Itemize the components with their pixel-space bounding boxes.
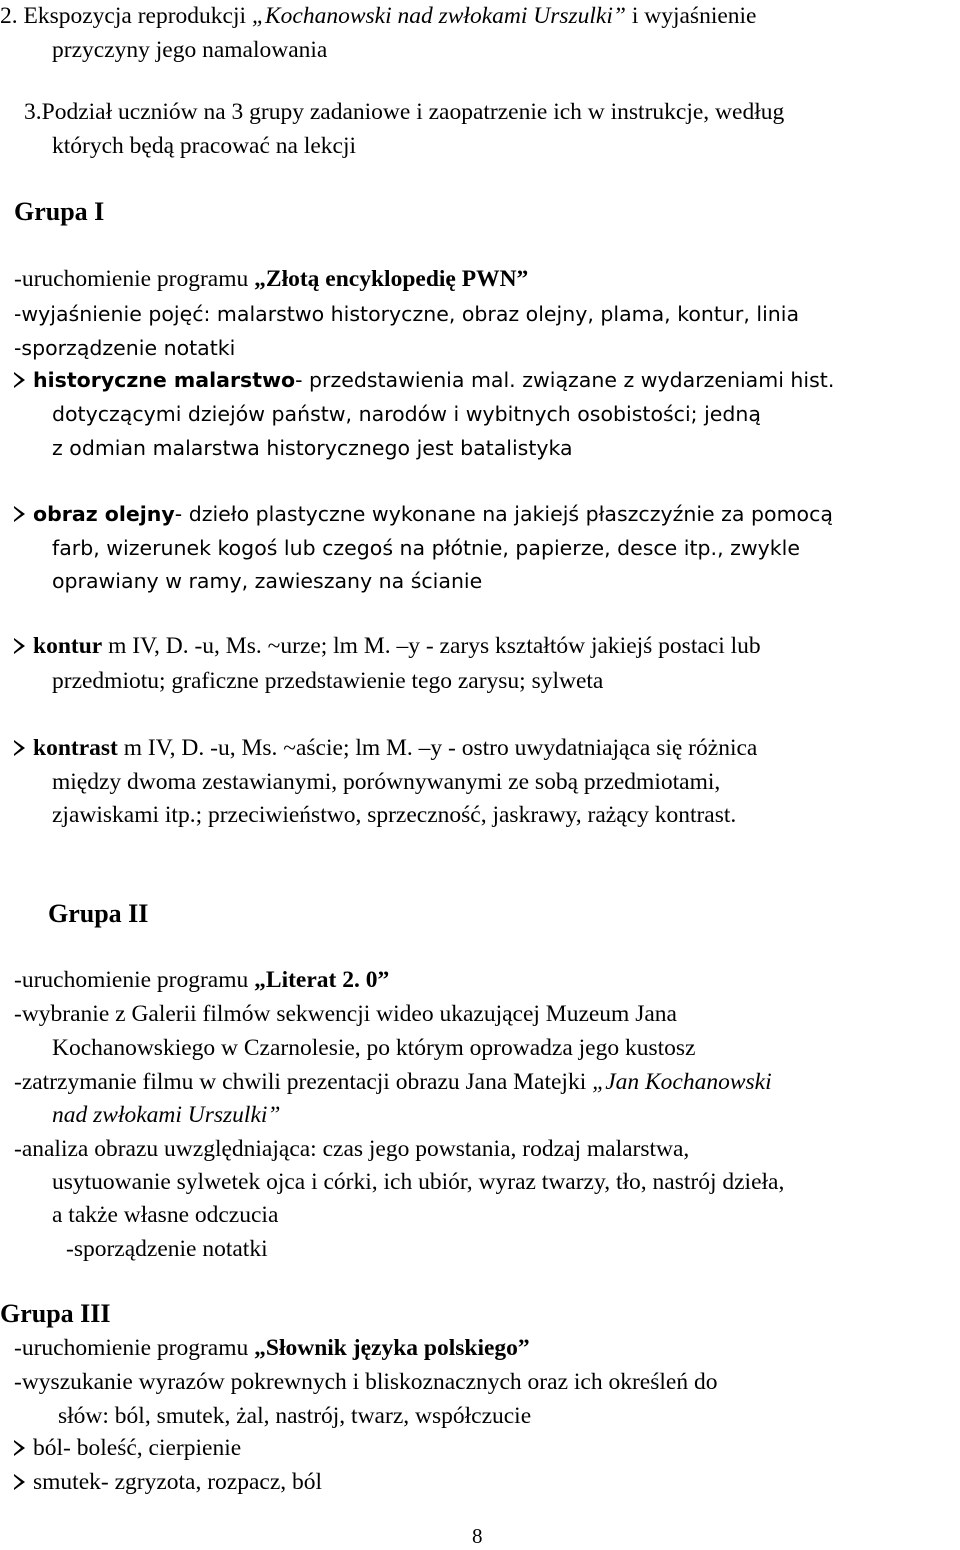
group1-def2-line2: farb, wizerunek kogoś lub czegoś na płótnie, papierze, desce itp., zwykle [52, 536, 800, 560]
group3-item2 [14, 1468, 322, 1496]
item3-line1: 3.Podział uczniów na 3 grupy zadaniowe i zaopatrzenie ich w instrukcje, według [24, 99, 785, 125]
group3-search-line2: słów: ból, smutek, żal, nastrój, twarz, współczucie [58, 1403, 532, 1429]
group3-search-line1: -wyszukanie wyrazów pokrewnych i bliskoznacznych oraz ich określeń do [14, 1369, 718, 1395]
def2-term: obraz olejny [33, 502, 175, 526]
group2-painting-title-part1: „Jan Kochanowski [592, 1069, 772, 1095]
def2-text1: - dzieło plastyczne wykonane na jakiejś płaszczyźnie za pomocą [174, 502, 833, 526]
group3-launch [14, 1334, 530, 1362]
group2-select-line1: -wybranie z Galerii filmów sekwencji wideo ukazującej Muzeum Jana [14, 1001, 677, 1027]
group1-def2-line1 [14, 500, 833, 528]
group2-note: -sporządzenie notatki [66, 1236, 268, 1262]
group1-note: -sporządzenie notatki [14, 336, 236, 360]
group1-launch-prefix: -uruchomienie programu [14, 266, 255, 292]
item3-line2: których będą pracować na lekcji [52, 133, 357, 159]
group3-launch-prefix: -uruchomienie programu [14, 1335, 255, 1361]
group1-program-name: „Złotą encyklopedię PWN” [254, 266, 529, 292]
def1-term: historyczne malarstwo [33, 368, 296, 392]
group1-def1-line3: z odmian malarstwa historycznego jest batalistyka [52, 436, 573, 460]
group1-launch [14, 265, 528, 293]
group1-explain: -wyjaśnienie pojęć: malarstwo historyczne, obraz olejny, plama, kontur, linia [14, 302, 800, 326]
item2-prefix: 2. Ekspozycja reprodukcji [0, 3, 252, 29]
arrow-bullet-icon [14, 1474, 25, 1490]
arrow-bullet-icon [14, 740, 25, 756]
group2-stop-line1 [14, 1068, 772, 1096]
group1-def2-line3: oprawiany w ramy, zawieszany na ścianie [52, 569, 483, 593]
group3-item1-text: ból- boleść, cierpienie [33, 1435, 242, 1461]
group1-def4-line3: zjawiskami itp.; przeciwieństwo, sprzeczność, jaskrawy, rażący kontrast. [52, 802, 737, 828]
group2-painting-title-part2: nad zwłokami Urszulki” [52, 1102, 281, 1128]
group2-stop-text: -zatrzymanie filmu w chwili prezentacji obrazu Jana Matejki [14, 1069, 593, 1095]
group3-item2-text: smutek- zgryzota, rozpacz, ból [33, 1469, 323, 1495]
arrow-bullet-icon [14, 506, 25, 522]
group3-heading: Grupa III [0, 1299, 111, 1328]
item2-line2: przyczyny jego namalowania [52, 37, 328, 63]
group1-heading: Grupa I [14, 197, 105, 226]
group1-def4-line2: między dwoma zestawianymi, porównywanymi ze sobą przedmiotami, [52, 769, 721, 795]
group2-analysis-line1: -analiza obrazu uwzględniająca: czas jego powstania, rodzaj malarstwa, [14, 1136, 690, 1162]
group2-launch [14, 966, 389, 994]
group3-item1 [14, 1434, 241, 1462]
def3-term: kontur [33, 633, 103, 659]
group1-def1-line1 [14, 366, 834, 394]
group1-def1-line2: dotyczącymi dziejów państw, narodów i wybitnych osobistości; jedną [52, 402, 761, 426]
group2-analysis-line2: usytuowanie sylwetek ojca i córki, ich ubiór, wyraz twarzy, tło, nastrój dzieła, [52, 1169, 785, 1195]
group2-analysis-line3: a także własne odczucia [52, 1202, 279, 1228]
def1-text1: - przedstawienia mal. związane z wydarzeniami hist. [295, 368, 835, 392]
group3-program-name: „Słownik języka polskiego” [254, 1335, 530, 1361]
item2-painting-title: „Kochanowski nad zwłokami Urszulki” [251, 3, 626, 29]
def3-text1: m IV, D. -u, Ms. ~urze; lm M. –y - zarys kształtów jakiejś postaci lub [102, 633, 761, 659]
group2-launch-prefix: -uruchomienie programu [14, 967, 255, 993]
def4-term: kontrast [33, 735, 118, 761]
arrow-bullet-icon [14, 1440, 25, 1456]
arrow-bullet-icon [14, 638, 25, 654]
group2-select-line2: Kochanowskiego w Czarnolesie, po którym oprowadza jego kustosz [52, 1035, 696, 1061]
arrow-bullet-icon [14, 372, 25, 388]
item2-suffix: i wyjaśnienie [625, 3, 757, 29]
def4-text1: m IV, D. -u, Ms. ~aście; lm M. –y - ostro uwydatniająca się różnica [117, 735, 758, 761]
group1-def3-line1 [14, 632, 761, 660]
group1-def3-line2: przedmiotu; graficzne przedstawienie tego zarysu; sylweta [52, 668, 604, 694]
item2-line1 [0, 2, 757, 30]
group2-heading: Grupa II [48, 899, 149, 928]
group1-def4-line1 [14, 734, 757, 762]
group2-program-name: „Literat 2. 0” [254, 967, 390, 993]
page-number: 8 [472, 1524, 483, 1548]
